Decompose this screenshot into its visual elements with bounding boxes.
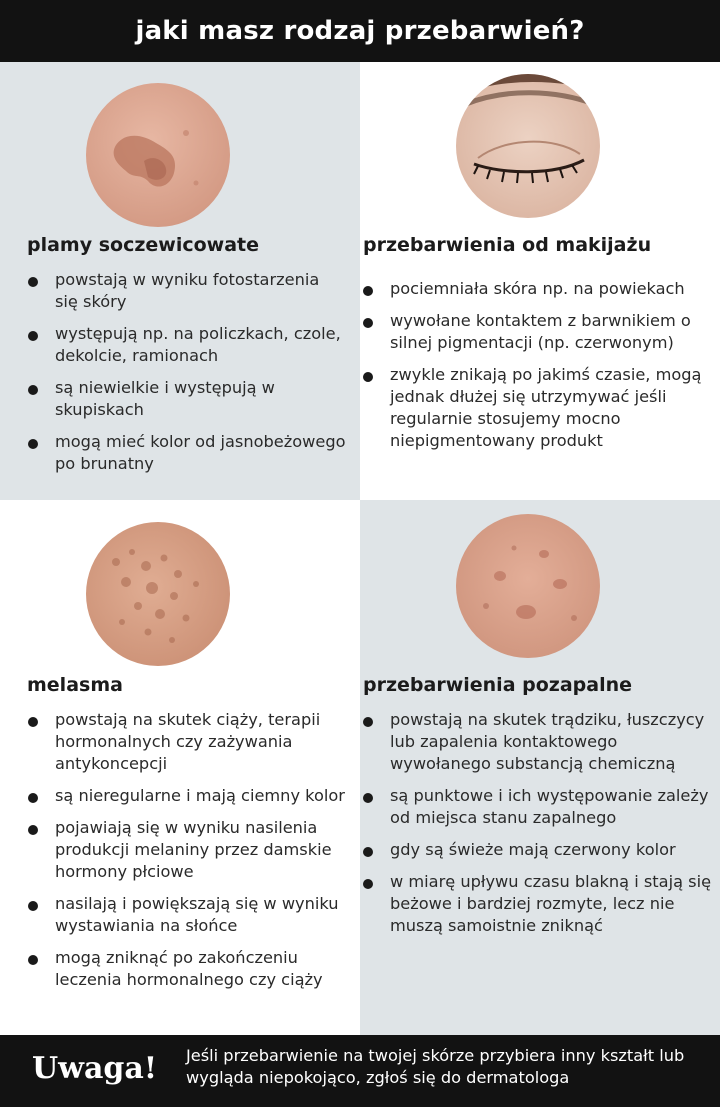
bullet-list [362,709,712,947]
list-item: wywołane kontaktem z barwnikiem o silnej pigmentacji (np. czerwonym) [362,310,712,354]
list-item: zwykle znikają po jakimś czasie, mogą jednak dłużej się utrzymywać jeśli regularnie stosujemy mocno niepigmentowany produkt [362,364,712,452]
list-item: powstają w wyniku fotostarzenia się skóry [27,269,347,313]
list-item: w miarę upływu czasu blakną i stają się beżowe i bardziej rozmyte, lecz nie muszą samoistnie zniknąć [362,871,712,937]
panel-post-inflammatory [360,500,720,1035]
panel-title: przebarwienia pozapalne [363,674,633,696]
panel-title: plamy soczewicowate [27,234,260,256]
list-item: nasilają i powiększają się w wyniku wystawiania na słońce [27,893,347,937]
warning-note: Jeśli przebarwienie na twojej skórze przybiera inny kształt lub wygląda niepokojąco, zgłoś się do dermatologa [186,1046,685,1087]
list-item: gdy są świeże mają czerwony kolor [362,839,712,861]
bullet-list [27,269,347,485]
page-title: jaki masz rodzaj przebarwień? [135,16,585,46]
skin-post-inflammatory-photo [456,514,600,658]
list-item: powstają na skutek trądziku, łuszczycy lub zapalenia kontaktowego wywołanego substancją chemiczną [362,709,712,775]
skin-melasma-photo [86,522,230,666]
list-item: mogą zniknąć po zakończeniu leczenia hormonalnego czy ciąży [27,947,347,991]
list-item: pociemniała skóra np. na powiekach [362,278,712,300]
list-item: są niewielkie i występują w skupiskach [27,377,347,421]
list-item: są nieregularne i mają ciemny kolor [27,785,347,807]
list-item: powstają na skutek ciąży, terapii hormonalnych czy zażywania antykoncepcji [27,709,347,775]
warning-label: Uwaga! [32,1051,158,1086]
bullet-list [362,278,712,462]
list-item: pojawiają się w wyniku nasilenia produkcji melaniny przez damskie hormony płciowe [27,817,347,883]
list-item: mogą mieć kolor od jasnobeżowego po brunatny [27,431,347,475]
panel-melasma [0,500,360,1035]
bullet-list [27,709,347,1001]
skin-lentigo-photo [86,83,230,227]
closed-eye-photo [456,74,600,218]
panel-makeup [360,62,720,500]
panel-lentigo [0,62,360,500]
header-bar [0,0,720,62]
footer-bar [0,1035,720,1107]
panel-title: melasma [27,674,123,696]
panel-title: przebarwienia od makijażu [363,234,652,256]
list-item: są punktowe i ich występowanie zależy od miejsca stanu zapalnego [362,785,712,829]
list-item: występują np. na policzkach, czole, dekolcie, ramionach [27,323,347,367]
